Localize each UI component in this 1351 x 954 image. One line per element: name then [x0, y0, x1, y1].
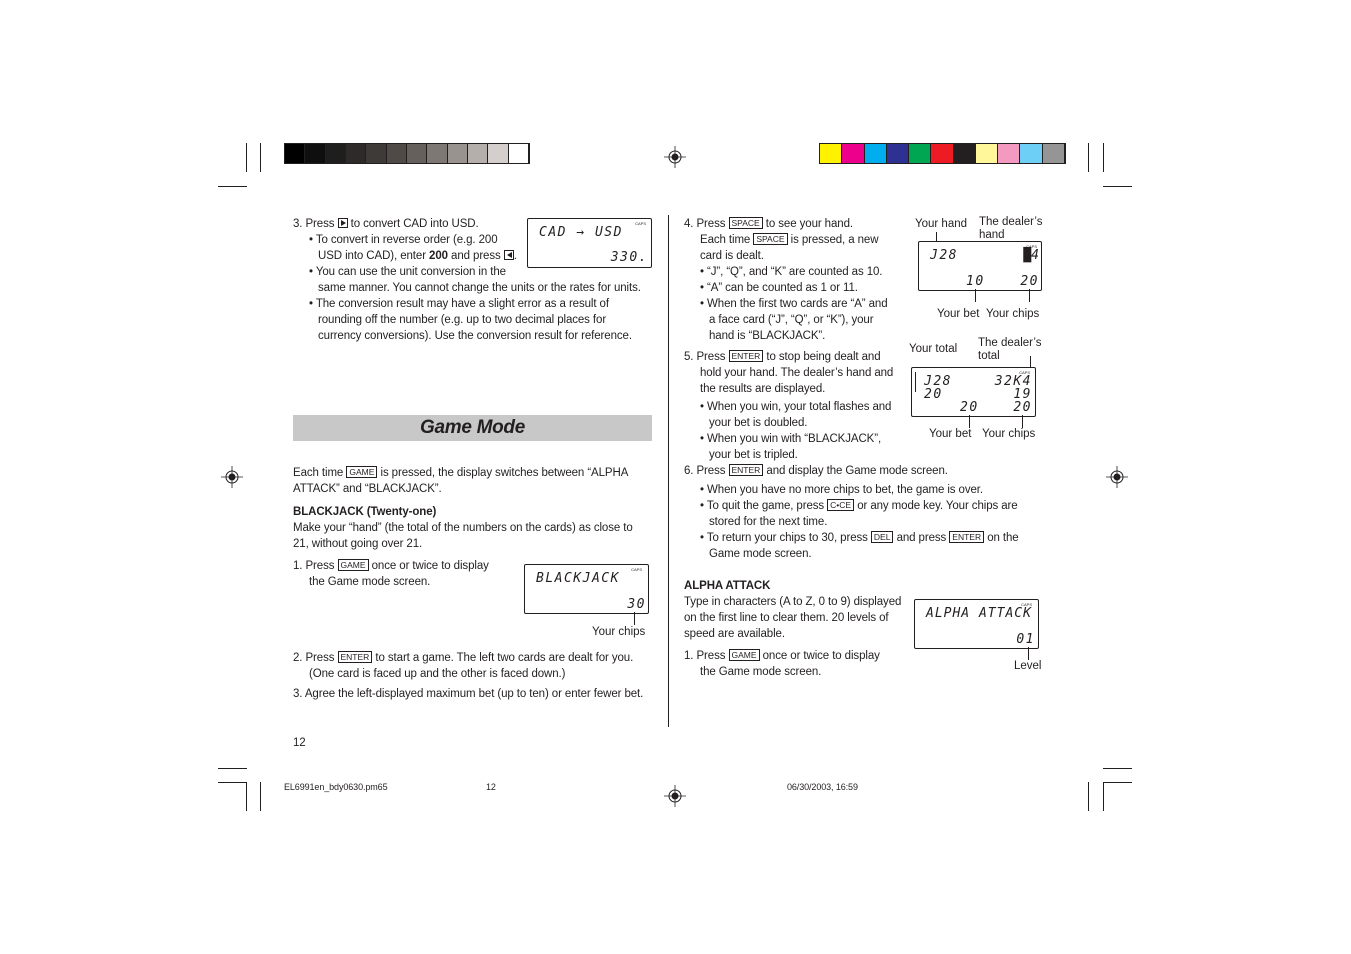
lcd-your-hand: J28 [924, 374, 952, 389]
crop-mark [218, 186, 247, 187]
step-4: 4. Press SPACE to see your hand. [684, 218, 853, 230]
gray-swatch [326, 144, 346, 163]
del-key: DEL [871, 531, 894, 543]
bullet-quit-2: stored for the next time. [709, 516, 828, 528]
lcd-level: 01 [1016, 632, 1035, 647]
c-ce-key: C•CE [827, 499, 854, 511]
registration-mark-icon [664, 785, 686, 807]
enter-key: ENTER [338, 651, 373, 663]
footer-page: 12 [486, 782, 496, 792]
crop-mark [260, 782, 261, 811]
lcd-hand [918, 241, 1042, 291]
crop-mark [1103, 143, 1104, 172]
gray-swatch [488, 144, 508, 163]
lcd-bet: 10 [966, 274, 985, 289]
crop-mark [246, 143, 247, 172]
gray-swatch [407, 144, 427, 163]
bullet-unit-conversion: • You can use the unit conversion in the [309, 266, 506, 278]
aa-step-1: 1. Press GAME once or twice to display [684, 650, 880, 662]
gray-swatch [468, 144, 488, 163]
callout-line [936, 232, 937, 241]
registration-mark-icon [221, 466, 243, 488]
label-your-chips: Your chips [986, 308, 1040, 320]
label-level: Level [1014, 660, 1042, 672]
lcd-your-total: 20 [924, 387, 943, 402]
lcd-blackjack [524, 564, 649, 614]
color-swatch [976, 144, 998, 163]
bullet-win-2: your bet is doubled. [709, 417, 808, 429]
color-swatch [909, 144, 931, 163]
aa-step-1-2: the Game mode screen. [700, 666, 822, 678]
lcd-line-1: CAD → USD [539, 225, 623, 240]
gray-swatch [427, 144, 447, 163]
gray-swatch [509, 144, 529, 163]
lcd-chips: 20 [1020, 274, 1039, 289]
color-swatch [1020, 144, 1042, 163]
step-5: 5. Press ENTER to stop being dealt and [684, 351, 881, 363]
bullet-reverse-order: • To convert in reverse order (e.g. 200 [309, 234, 498, 246]
bullet-jqk: • “J”, “Q”, and “K” are counted as 10. [700, 266, 883, 278]
left-arrow-key-icon [504, 250, 514, 260]
alpha-attack-desc-2: on the first line to clear them. 20 levels of [684, 612, 889, 624]
callout-line [969, 415, 970, 428]
color-swatch [842, 144, 864, 163]
gray-swatch [305, 144, 325, 163]
bullet-conversion-error-3: currency conversions). Use the conversion result for reference. [318, 330, 632, 342]
registration-mark-icon [1106, 466, 1128, 488]
registration-mark-icon [664, 146, 686, 168]
label-dealers-total-2: total [978, 350, 1000, 362]
callout-line [1029, 289, 1030, 302]
step-5-3: the results are displayed. [700, 383, 826, 395]
callout-line [915, 372, 916, 392]
label-your-bet: Your bet [929, 428, 972, 440]
alpha-attack-desc: Type in characters (A to Z, 0 to 9) displayed [684, 596, 902, 608]
bj-step-3: 3. Agree the left-displayed maximum bet (up to ten) or enter fewer bet. [293, 688, 644, 700]
crop-mark [1088, 143, 1089, 172]
callout-line [1022, 415, 1023, 428]
bj-step-2-2: (One card is faced up and the other is faced down.) [309, 668, 566, 680]
bullet-reset-chips-2: Game mode screen. [709, 548, 812, 560]
caps-indicator: CAPS [1026, 244, 1037, 249]
bj-step-1: 1. Press GAME once or twice to display [293, 560, 489, 572]
page-number: 12 [293, 737, 306, 749]
label-dealers-total: The dealer’s [978, 337, 1042, 349]
label-your-chips: Your chips [592, 626, 646, 638]
right-arrow-key-icon [338, 218, 348, 228]
callout-line [975, 289, 976, 302]
bullet-win-blackjack: • When you win with “BLACKJACK”, [700, 433, 882, 445]
dealer-card: 4 [1031, 248, 1039, 263]
footer-date: 06/30/2003, 16:59 [787, 782, 858, 792]
bj-step-2: 2. Press ENTER to start a game. The left two cards are dealt for you. [293, 652, 634, 664]
color-bar [819, 143, 1066, 164]
color-swatch [931, 144, 953, 163]
crop-mark [1088, 782, 1089, 811]
game-intro: Each time GAME is pressed, the display switches between “ALPHA [293, 467, 629, 479]
bullet-conversion-error-2: rounding off the number (e.g. up to two decimal places for [318, 314, 607, 326]
callout-line [1028, 647, 1029, 660]
crop-mark [246, 782, 247, 811]
blackjack-desc: Make your “hand” (the total of the numbers on the cards) as close to [293, 522, 633, 534]
space-key: SPACE [753, 233, 787, 245]
color-swatch [865, 144, 887, 163]
enter-key: ENTER [949, 531, 984, 543]
lcd-result [911, 367, 1036, 417]
game-intro-2: ATTACK” and “BLACKJACK”. [293, 483, 442, 495]
lcd-your-hand: J28 [930, 248, 958, 263]
bullet-win-blackjack-2: your bet is tripled. [709, 449, 798, 461]
step-6: 6. Press ENTER and display the Game mode screen. [684, 465, 948, 477]
enter-key: ENTER [729, 350, 764, 362]
gray-swatch [448, 144, 468, 163]
bullet-blackjack-3: hand is “BLACKJACK”. [709, 330, 826, 342]
bullet-quit: • To quit the game, press C•CE or any mode key. Your chips are [700, 500, 1018, 512]
crop-mark [218, 782, 247, 783]
lcd-line-1: BLACKJACK [536, 571, 620, 586]
space-key: SPACE [729, 217, 763, 229]
face-down-card: █ [1023, 248, 1032, 263]
caps-indicator: CAPS [1021, 602, 1032, 607]
gray-swatch [387, 144, 407, 163]
bullet-reverse-order-2: USD into CAD), enter 200 and press . [318, 250, 517, 262]
lcd-value: 330. [610, 250, 648, 265]
step-4-2: Each time SPACE is pressed, a new [700, 234, 879, 246]
label-dealers-hand-2: hand [979, 229, 1005, 241]
blackjack-desc-2: 21, without going over 21. [293, 538, 423, 550]
lcd-chips: 30 [627, 597, 646, 612]
bullet-blackjack: • When the first two cards are “A” and [700, 298, 888, 310]
color-swatch [820, 144, 842, 163]
section-heading: Game Mode [420, 417, 525, 438]
lcd-alpha-attack [914, 599, 1039, 649]
lcd-dealer-hand [1023, 249, 1039, 263]
label-your-total: Your total [909, 343, 958, 355]
color-swatch [954, 144, 976, 163]
lcd-dealer-hand: 32K4 [994, 374, 1032, 389]
section-heading-bar [293, 415, 652, 441]
label-dealers-hand: The dealer’s [979, 216, 1043, 228]
footer-filename: EL6991en_bdy0630.pm65 [284, 782, 388, 792]
bullet-reset-chips: • To return your chips to 30, press DEL and press ENTER on the [700, 532, 1019, 544]
crop-mark [260, 143, 261, 172]
enter-key: ENTER [729, 464, 764, 476]
bullet-blackjack-2: a face card (“J”, “Q”, or “K”), your [709, 314, 874, 326]
bj-step-1-2: the Game mode screen. [309, 576, 431, 588]
label-your-hand: Your hand [915, 218, 968, 230]
label-your-bet: Your bet [937, 308, 980, 320]
step-3-convert: 3. Press to convert CAD into USD. [293, 218, 479, 230]
color-swatch [998, 144, 1020, 163]
bullet-unit-conversion-2: same manner. You cannot change the units or the rates for units. [318, 282, 641, 294]
bullet-win: • When you win, your total flashes and [700, 401, 892, 413]
crop-mark [218, 768, 247, 769]
color-swatch [887, 144, 909, 163]
color-swatch [1043, 144, 1065, 163]
label-your-chips: Your chips [982, 428, 1036, 440]
blackjack-title: BLACKJACK (Twenty-one) [293, 506, 437, 518]
crop-mark [1103, 186, 1132, 187]
callout-line [1030, 356, 1031, 367]
crop-mark [1103, 782, 1104, 811]
step-4-3: card is dealt. [700, 250, 764, 262]
bullet-no-chips: • When you have no more chips to bet, the game is over. [700, 484, 983, 496]
lcd-line-1: ALPHA ATTACK [926, 606, 1032, 621]
lcd-cad-usd [527, 218, 652, 268]
column-divider [668, 215, 669, 727]
gray-swatch [366, 144, 386, 163]
caps-indicator: CAPS [631, 567, 642, 572]
alpha-attack-desc-3: speed are available. [684, 628, 785, 640]
bullet-conversion-error: • The conversion result may have a slight error as a result of [309, 298, 609, 310]
gray-swatch [346, 144, 366, 163]
alpha-attack-title: ALPHA ATTACK [684, 580, 771, 592]
game-key: GAME [729, 649, 760, 661]
crop-mark [1103, 782, 1132, 783]
lcd-bet: 20 [960, 400, 979, 415]
lcd-dealer-total: 19 [1013, 387, 1032, 402]
bullet-ace: • “A” can be counted as 1 or 11. [700, 282, 858, 294]
caps-indicator: CAPS [635, 221, 646, 226]
callout-line [634, 612, 635, 625]
gray-swatch [285, 144, 305, 163]
step-5-2: hold your hand. The dealer’s hand and [700, 367, 894, 379]
grayscale-bar [284, 143, 530, 164]
game-key: GAME [346, 466, 377, 478]
crop-mark [1103, 768, 1132, 769]
lcd-chips: 20 [1013, 400, 1032, 415]
game-key: GAME [338, 559, 369, 571]
caps-indicator: CAPS [1019, 370, 1030, 375]
